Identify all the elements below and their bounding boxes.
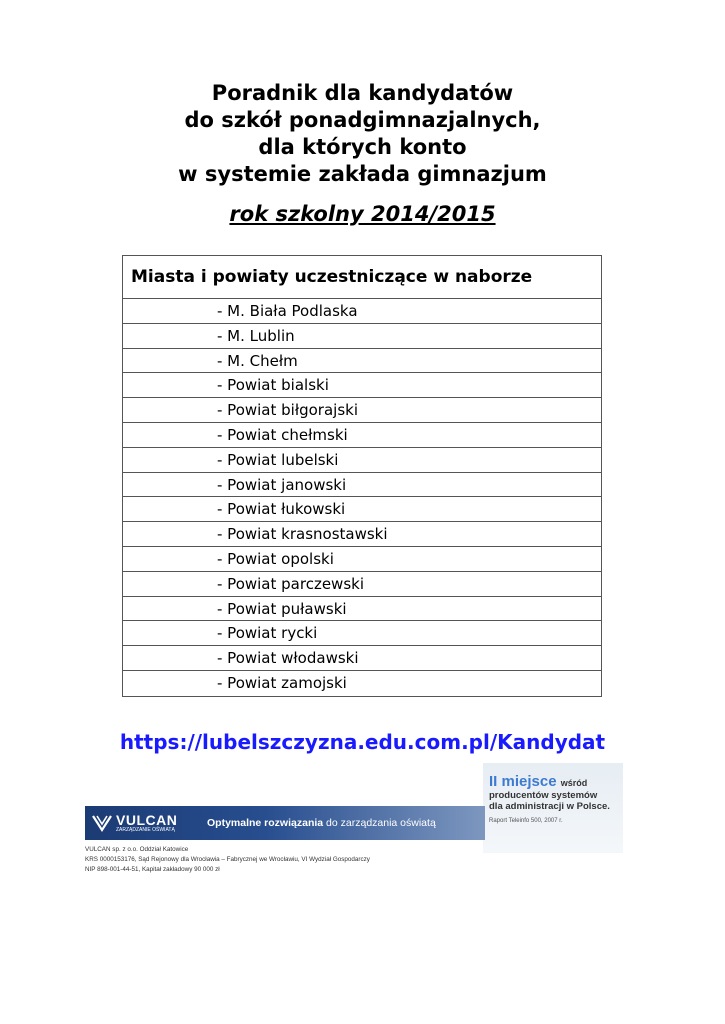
title-line: dla których konto bbox=[258, 135, 467, 159]
document-title bbox=[0, 80, 725, 188]
table-row: - Powiat zamojski bbox=[217, 673, 347, 692]
vulcan-banner bbox=[85, 757, 633, 897]
table-row: - Powiat włodawski bbox=[123, 646, 601, 671]
participants-table bbox=[122, 255, 602, 697]
title-line: w systemie zakłada gimnazjum bbox=[178, 162, 547, 186]
table-row: - M. Lublin bbox=[123, 324, 601, 349]
table-row: - Powiat parczewski bbox=[123, 572, 601, 597]
table-row: - Powiat biłgorajski bbox=[123, 398, 601, 423]
table-row: - Powiat janowski bbox=[123, 473, 601, 498]
award-line: dla administracji w Polsce. bbox=[489, 801, 610, 812]
table-row: - Powiat bialski bbox=[123, 373, 601, 398]
table-row: - Powiat puławski bbox=[123, 597, 601, 622]
title-line: Poradnik dla kandydatów bbox=[211, 81, 514, 105]
table-header: Miasta i powiaty uczestniczące w naborze bbox=[123, 256, 601, 299]
logo-subtitle: ZARZĄDZANIE OŚWIATĄ bbox=[116, 826, 175, 833]
table-row: - Powiat chełmski bbox=[123, 423, 601, 448]
table-row: - Powiat krasnostawski bbox=[123, 522, 601, 547]
table-row: - Powiat łukowski bbox=[123, 497, 601, 522]
slogan bbox=[207, 817, 436, 829]
banner-bar bbox=[85, 806, 485, 840]
vulcan-logo bbox=[91, 812, 195, 834]
slogan-bold: Optymalne rozwiązania bbox=[207, 817, 324, 829]
award-title-suffix: wśród bbox=[560, 778, 588, 788]
award-title: II miejsce bbox=[489, 773, 557, 790]
logo-name: VULCAN bbox=[116, 811, 178, 828]
vulcan-logo-icon bbox=[91, 812, 113, 834]
school-year: rok szkolny 2014/2015 bbox=[229, 202, 496, 226]
company-line: NIP 898-001-44-51, Kapitał zakładowy 90 000 zł bbox=[85, 866, 220, 873]
award-box bbox=[483, 763, 623, 853]
table-row: - Powiat opolski bbox=[123, 547, 601, 572]
table-row: - M. Biała Podlaska bbox=[123, 299, 601, 324]
award-source: Raport Teleinfo 500, 2007 r. bbox=[489, 818, 563, 824]
company-line: KRS 0000153176, Sąd Rejonowy dla Wrocławia – Fabrycznej we Wrocławiu, VI Wydział Gospodarczy bbox=[85, 856, 370, 863]
slogan-rest: do zarządzania oświatą bbox=[326, 817, 436, 829]
candidate-link[interactable]: https://lubelszczyzna.edu.com.pl/Kandydat bbox=[119, 730, 606, 754]
title-line: do szkół ponadgimnazjalnych, bbox=[184, 108, 541, 132]
company-line: VULCAN sp. z o.o. Oddział Katowice bbox=[85, 846, 189, 853]
table-row: - Powiat rycki bbox=[123, 621, 601, 646]
award-line: producentów systemów bbox=[489, 790, 598, 801]
table-row: - M. Chełm bbox=[123, 349, 601, 374]
table-row: - Powiat lubelski bbox=[123, 448, 601, 473]
company-info bbox=[85, 845, 370, 875]
